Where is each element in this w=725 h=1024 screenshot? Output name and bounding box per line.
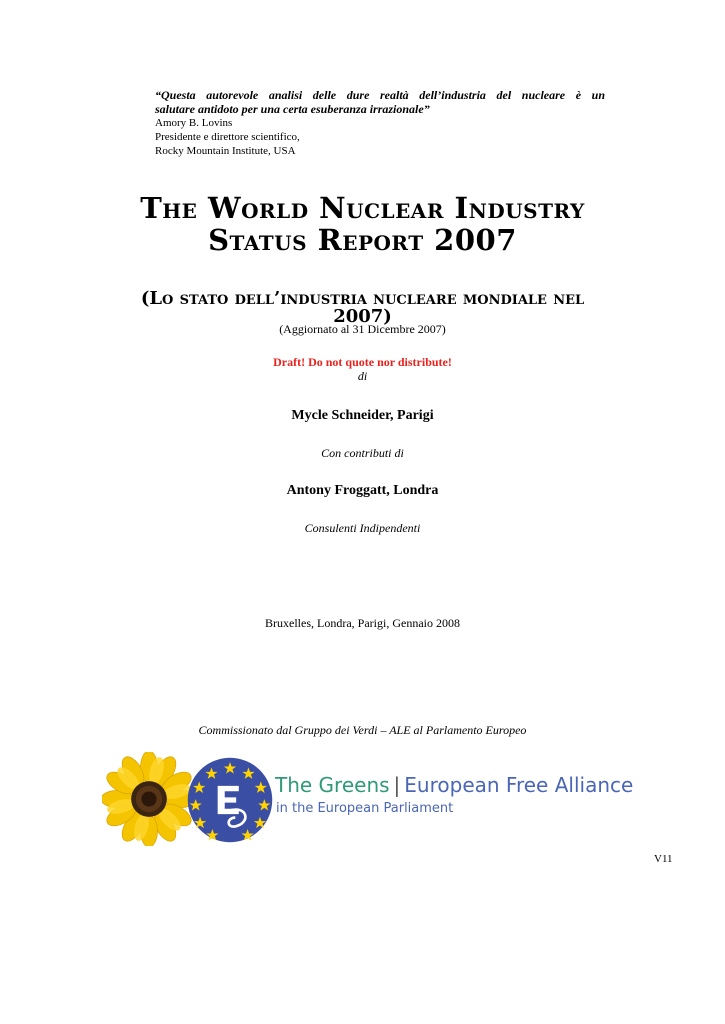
efa-emblem-icon bbox=[186, 756, 274, 844]
subtitle-line-2: 2007) bbox=[333, 306, 392, 327]
contributions-label: Con contributi di bbox=[321, 446, 404, 460]
endorsement-quote bbox=[155, 88, 605, 116]
quote-line-2: salutare antidoto per una certa esuberanza irrazionale” bbox=[155, 102, 430, 116]
consultants-label: Consulenti Indipendenti bbox=[304, 521, 421, 535]
title-line-2: Status Report 2007 bbox=[208, 223, 517, 257]
version-label: V11 bbox=[654, 853, 673, 865]
report-title bbox=[0, 192, 725, 256]
greens-efa-wordmark bbox=[275, 773, 633, 797]
author-contributor: Antony Froggatt, Londra bbox=[286, 483, 439, 498]
quote-author-org: Rocky Mountain Institute, USA bbox=[155, 145, 296, 157]
parliament-label: in the European Parliament bbox=[276, 801, 454, 816]
report-subtitle bbox=[0, 290, 725, 326]
quote-author: Amory B. Lovins bbox=[155, 117, 233, 129]
greens-label: The Greens bbox=[275, 773, 390, 797]
by-label: di bbox=[357, 369, 368, 383]
commissioned-note: Commissionato dal Gruppo dei Verdi – ALE al Parlamento Europeo bbox=[198, 723, 527, 737]
place-date: Bruxelles, Londra, Parigi, Gennaio 2008 bbox=[265, 616, 460, 630]
quote-line-1: “Questa autorevole analisi delle dure realtà dell’industria del nucleare è un bbox=[155, 88, 605, 102]
quote-author-role: Presidente e direttore scientifico, bbox=[155, 131, 300, 143]
sunflower-icon bbox=[102, 752, 196, 846]
subtitle-line-1: (Lo stato dell’industria nucleare mondiale nel bbox=[140, 288, 585, 309]
title-line-1: The World Nuclear Industry bbox=[140, 191, 585, 225]
author-primary: Mycle Schneider, Parigi bbox=[291, 408, 434, 423]
draft-warning: Draft! Do not quote nor distribute! bbox=[273, 355, 452, 369]
efa-label: European Free Alliance bbox=[404, 773, 634, 797]
logo-separator: | bbox=[393, 773, 401, 797]
updated-note: (Aggiornato al 31 Dicembre 2007) bbox=[279, 322, 446, 336]
